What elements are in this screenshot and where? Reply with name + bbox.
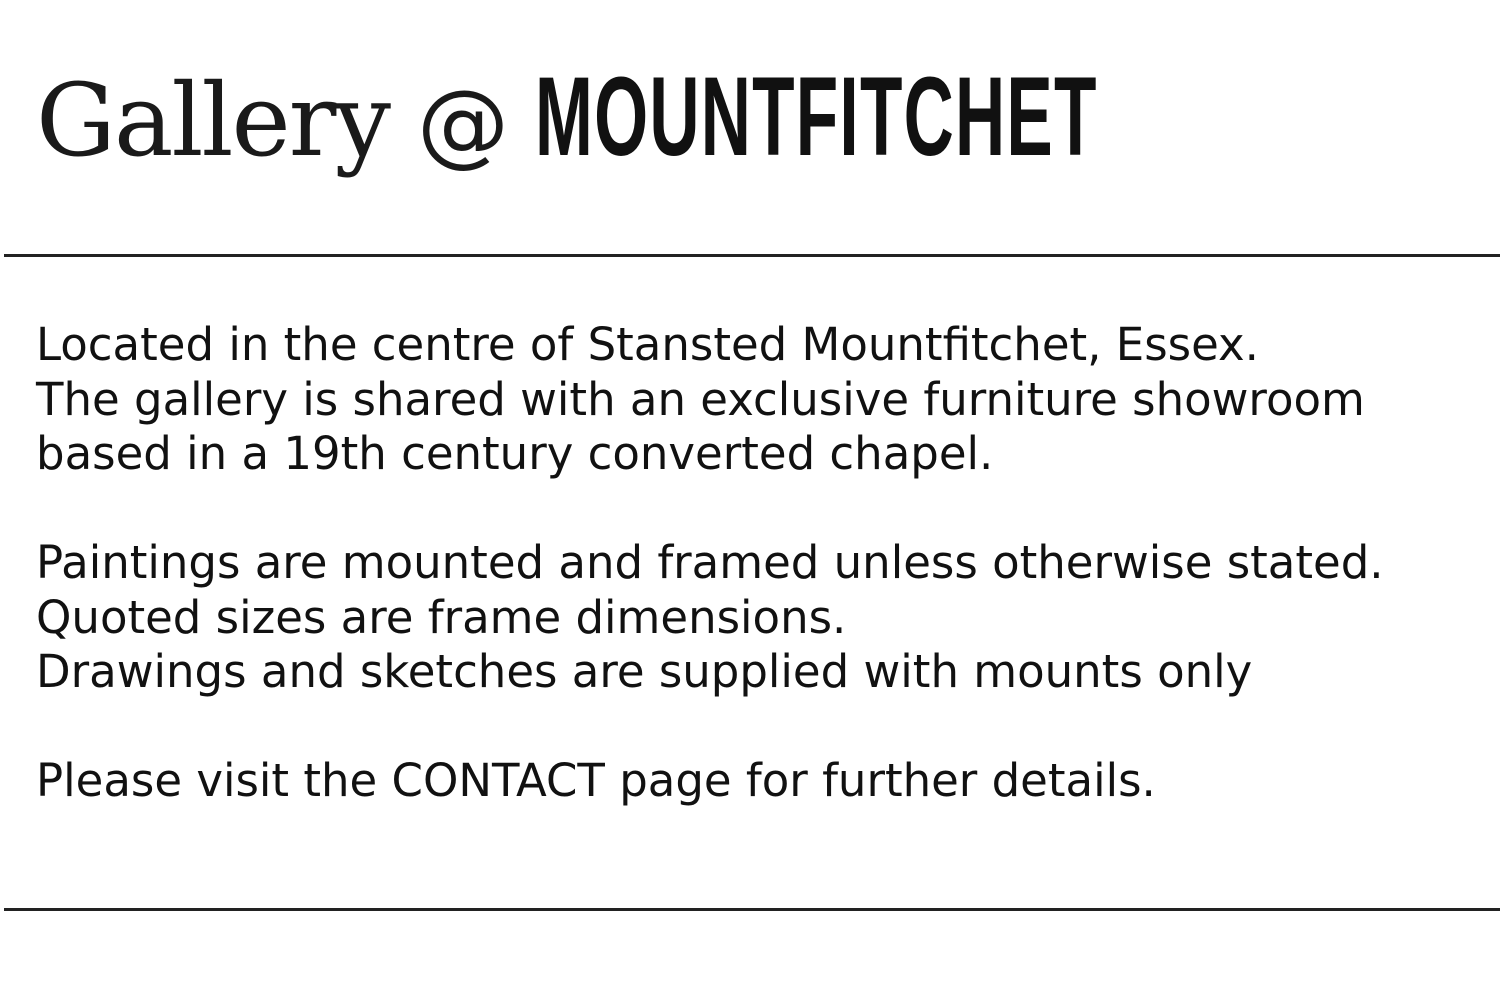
location-paragraph bbox=[36, 318, 1476, 482]
top-divider bbox=[4, 254, 1500, 257]
text-line: The gallery is shared with an exclusive furniture showroom bbox=[36, 372, 1365, 426]
text-line: Please visit the CONTACT page for further details. bbox=[36, 754, 1156, 807]
page-title bbox=[36, 52, 1442, 192]
contact-paragraph bbox=[36, 754, 1476, 809]
paragraph-spacer bbox=[36, 700, 1476, 755]
text-line: Drawings and sketches are supplied with mounts only bbox=[36, 645, 1253, 698]
text-line: Located in the centre of Stansted Mountfitchet, Essex. bbox=[36, 318, 1259, 371]
text-line: Quoted sizes are frame dimensions. bbox=[36, 590, 847, 644]
bottom-divider bbox=[4, 908, 1500, 911]
title-at-symbol: @ bbox=[416, 70, 509, 177]
text-line: based in a 19th century converted chapel. bbox=[36, 427, 994, 480]
title-brand-name: MOUNTFITCHET bbox=[534, 54, 1098, 179]
info-text bbox=[36, 318, 1476, 809]
paragraph-spacer bbox=[36, 482, 1476, 537]
text-line: Paintings are mounted and framed unless otherwise stated. bbox=[36, 536, 1384, 589]
framing-paragraph bbox=[36, 536, 1476, 700]
title-gallery-word: Gallery bbox=[36, 62, 389, 179]
